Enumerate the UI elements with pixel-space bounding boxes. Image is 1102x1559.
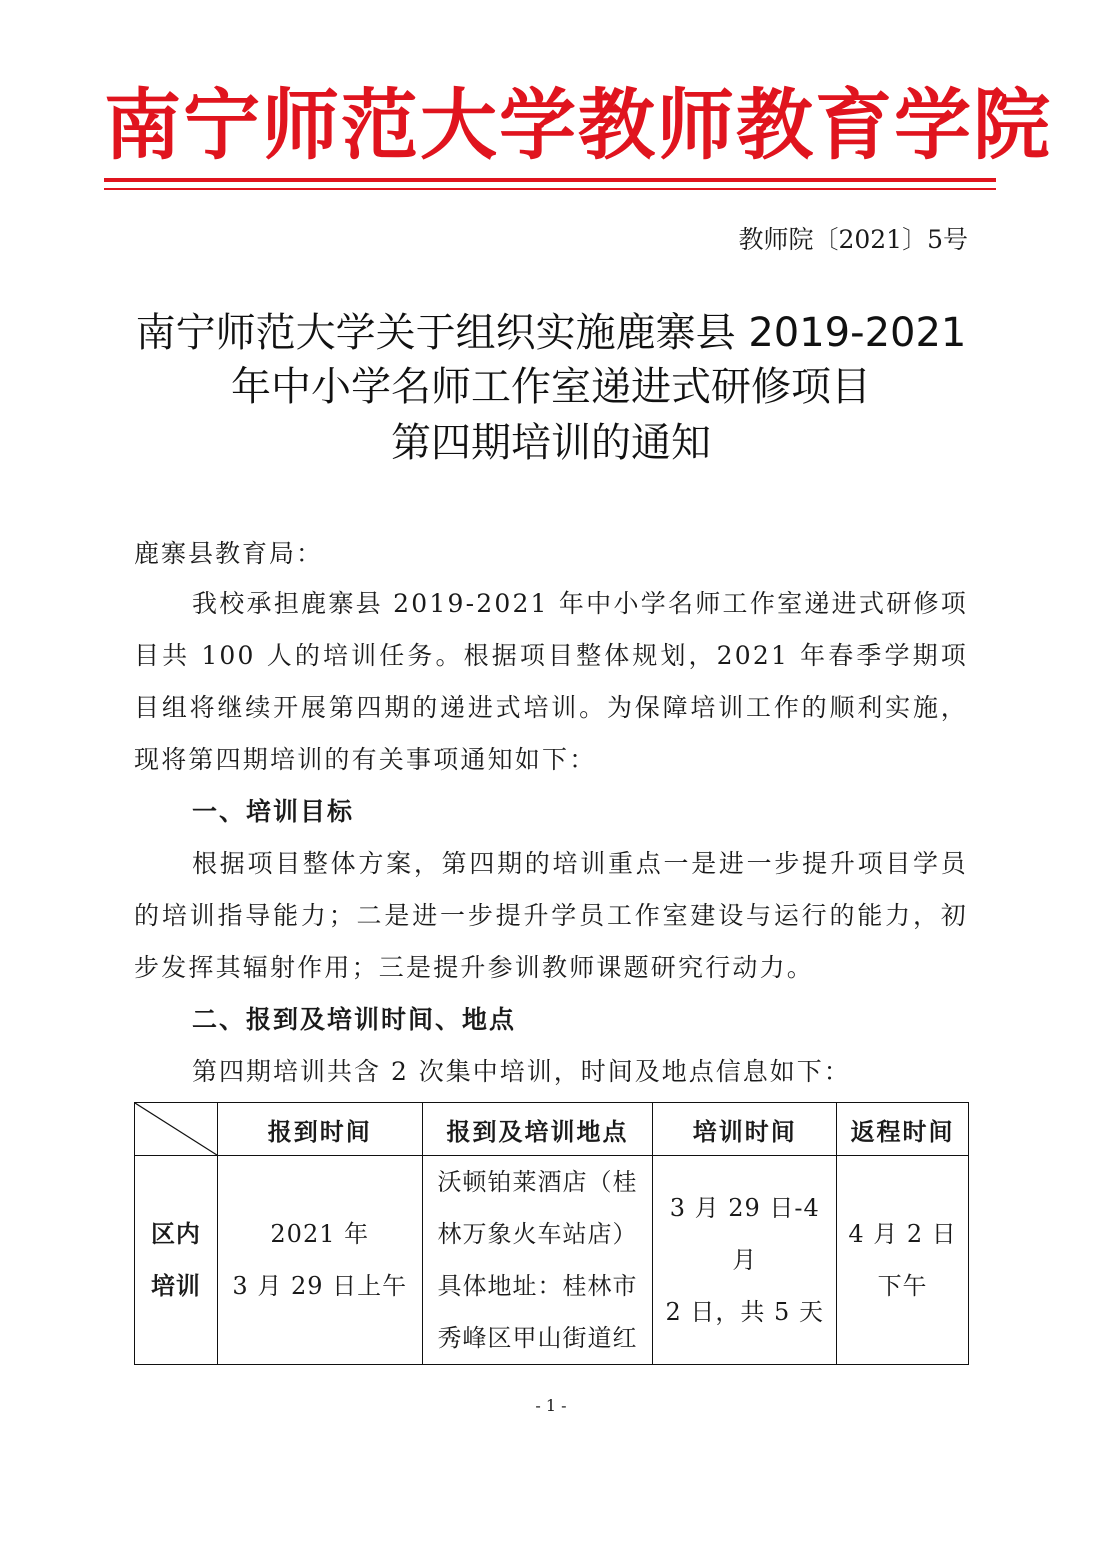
- letterhead-red-rule-thin: [104, 188, 996, 190]
- return-time-line: 4 月 2 日: [848, 1220, 957, 1248]
- table-row: [135, 1156, 969, 1365]
- training-schedule-table: [134, 1102, 969, 1365]
- row-label-line: 区内: [150, 1219, 201, 1248]
- row-label-line: 培训: [150, 1271, 201, 1300]
- column-header: 报到及培训地点: [422, 1103, 653, 1156]
- doc-title-line-3: 第四期培训的通知: [391, 420, 711, 466]
- section-1-paragraph: 根据项目整体方案，第四期的培训重点一是进一步提升项目学员的培训指导能力；二是进一步提升学员工作室建设与运行的能力，初步发挥其辐射作用；三是提升参训教师课题研究行动力。: [134, 849, 968, 982]
- training-time-cell: [653, 1156, 837, 1365]
- intro-paragraph: 我校承担鹿寨县 2019-2021 年中小学名师工作室递进式研修项目共 100 人的培训任务。根据项目整体规划，2021 年春季学期项目组将继续开展第四期的递进式培训。为保障培训工作的顺利实施，现将第四期培训的有关事项通知如下：: [134, 589, 968, 774]
- section-2-heading: 二、报到及培训时间、地点: [192, 1005, 517, 1034]
- doc-title-line-1: 南宁师范大学关于组织实施鹿寨县 2019-2021: [135, 310, 967, 356]
- report-time-line: 3 月 29 日上午: [232, 1272, 408, 1300]
- column-header: 报到时间: [217, 1103, 422, 1156]
- document-number: 教师院〔2021〕5号: [738, 225, 968, 254]
- return-time-line: 下午: [877, 1272, 928, 1300]
- section-1-heading: 一、培训目标: [192, 797, 355, 826]
- doc-title-line-2: 年中小学名师工作室递进式研修项目: [231, 364, 871, 410]
- diagonal-line: [135, 1103, 217, 1155]
- location-cell: 沃顿铂莱酒店（桂林万象火车站店）具体地址：桂林市秀峰区甲山街道红: [422, 1156, 653, 1365]
- org-letterhead-title: 南宁师范大学教师教育学院: [104, 81, 1052, 171]
- table-header-row: [135, 1103, 969, 1156]
- salutation: 鹿寨县教育局：: [134, 539, 324, 568]
- section-2-paragraph: 第四期培训共含 2 次集中培训，时间及地点信息如下：: [192, 1057, 851, 1086]
- column-header: 返程时间: [837, 1103, 969, 1156]
- column-header: 培训时间: [653, 1103, 837, 1156]
- training-time-line: 2 日，共 5 天: [665, 1298, 824, 1326]
- return-time-cell: [837, 1156, 969, 1365]
- page-number: - 1 -: [535, 1396, 567, 1415]
- report-time-line: 2021 年: [270, 1220, 370, 1248]
- table-corner-cell: [135, 1103, 218, 1156]
- letterhead-red-rule-thick: [104, 178, 996, 182]
- row-label-cell: [135, 1156, 218, 1365]
- training-time-line: 3 月 29 日-4 月: [669, 1194, 820, 1274]
- report-time-cell: [217, 1156, 422, 1365]
